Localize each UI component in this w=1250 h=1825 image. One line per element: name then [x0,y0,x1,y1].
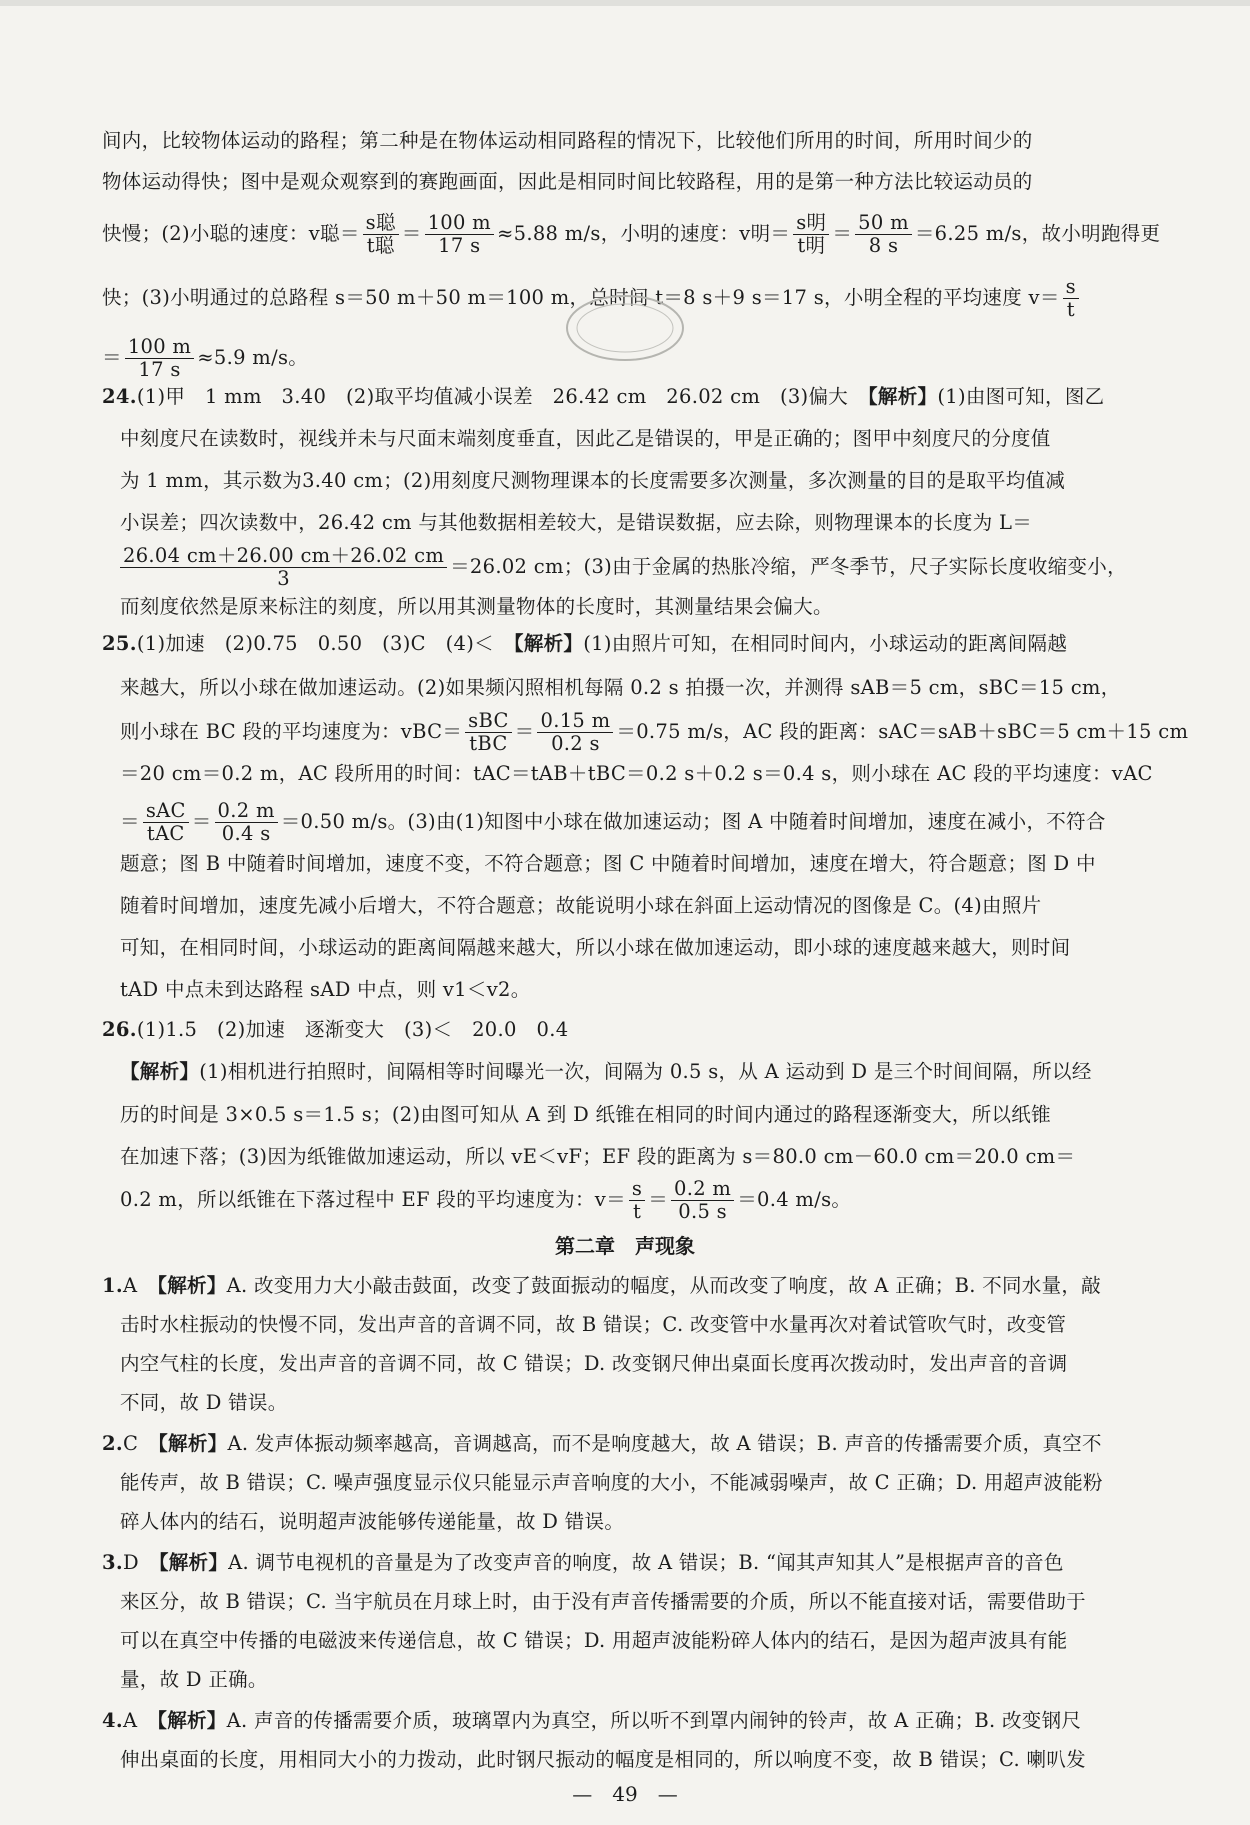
text-line: 击时水柱振动的快慢不同，发出声音的音调不同，故 B 错误；C. 改变管中水量再次对着试管吹气时，改变管 [120,1313,1067,1336]
text-line: tAD 中点未到达路程 sAD 中点，则 v1＜v2。 [120,978,531,1001]
text-line-with-fractions: 0.2 m，所以纸锥在下落过程中 EF 段的平均速度为：v＝ $\frac{s}{t}$ ＝ $\frac{0.2 m}{0.5 s}$ ＝0.4 m/s。 [120,1177,852,1223]
question-26: 26.(1)1.5 (2)加速 逐渐变大 (3)＜ 20.0 0.4 [102,1018,569,1041]
text-line-with-fractions: $\frac{26.04 cm+26.00 cm+26.02 cm}{3}$ ＝26.02 cm；(3)由于金属的热胀冷缩，严冬季节，尺子实际长度收缩变小， [120,545,1127,590]
question-25: 25.(1)加速 (2)0.75 0.50 (3)C (4)＜ 【解析】(1)由照片可知，在相同时间内，小球运动的距离间隔越 [102,632,1068,655]
text-line: 可知，在相同时间，小球运动的距离间隔越来越大，所以小球在做加速运动，即小球的速度越来越大，则时间 [120,936,1071,959]
text-line: 不同，故 D 错误。 [120,1391,288,1414]
text-line: 来越大，所以小球在做加速运动。(2)如果频闪照相机每隔 0.2 s 拍摄一次，并测得 sAB＝5 cm，sBC＝15 cm， [120,676,1121,699]
text-line: 内空气柱的长度，发出声音的音调不同，故 C 错误；D. 改变钢尺伸出桌面长度再次拨动时，发出声音的音调 [120,1352,1068,1375]
watermark-seal [560,288,690,368]
text-line-with-fractions: ＝ $\frac{\text{sAC}}{\text{tAC}}$ ＝ $\frac{0.2 m}{0.4 s}$ ＝0.50 m/s。(3)由(1)知图中小球在做加速运动；图 A 中随着时间增加，速度在减小，不符合 [120,799,1106,845]
text-line: 随着时间增加，速度先减小后增大，不符合题意；故能说明小球在斜面上运动情况的图像是 C。(4)由照片 [120,894,1042,917]
text-line: 题意；图 B 中随着时间增加，速度不变，不符合题意；图 C 中随着时间增加，速度在增大，符合题意；图 D 中 [120,852,1096,875]
text-line-with-fractions: 快慢；(2)小聪的速度：v聪＝ $\frac{\text{s聪}}{\text{t聪}}$ ＝ $\frac{100 m}{17 s}$ ≈5.88 m/s，小明的速度：v明＝ $\frac{\text{s明}}{\text{t明}}$ ＝ $\frac{50 m}{8 s}$ ＝6.25 m/s，故小明跑得更 [102,211,1161,257]
question-1: 1.A 【解析】A. 改变用力大小敲击鼓面，改变了鼓面振动的幅度，从而改变了响度，故 A 正确；B. 不同水量，敲 [102,1274,1101,1297]
question-4: 4.A 【解析】A. 声音的传播需要介质，玻璃罩内为真空，所以听不到罩内闹钟的铃声，故 A 正确；B. 改变钢尺 [102,1709,1082,1732]
text-line: 伸出桌面的长度，用相同大小的力拨动，此时钢尺振动的幅度是相同的，所以响度不变，故 B 错误；C. 喇叭发 [120,1748,1086,1771]
text-line-with-fractions: ＝ $\frac{100 m}{17 s}$ ≈5.9 m/s。 [102,335,309,381]
text-line: 而刻度依然是原来标注的刻度，所以用其测量物体的长度时，其测量结果会偏大。 [120,595,833,618]
text-line: 碎人体内的结石，说明超声波能够传递能量，故 D 错误。 [120,1510,625,1533]
text-line: 量，故 D 正确。 [120,1668,268,1691]
text-line: ＝20 cm＝0.2 m，AC 段所用的时间：tAC＝tAB＋tBC＝0.2 s＋0.2 s＝0.4 s，则小球在 AC 段的平均速度：vAC [120,762,1153,785]
text-line: 在加速下落；(3)因为纸锥做加速运动，所以 vE＜vF；EF 段的距离为 s＝80.0 cm－60.0 cm＝20.0 cm＝ [120,1145,1076,1168]
text-line: 能传声，故 B 错误；C. 噪声强度显示仪只能显示声音响度的大小，不能减弱噪声，故 C 正确；D. 用超声波能粉 [120,1471,1103,1494]
text-line: 来区分，故 B 错误；C. 当宇航员在月球上时，由于没有声音传播需要的介质，所以不能直接对话，需要借助于 [120,1590,1086,1613]
text-line: 为 1 mm，其示数为3.40 cm；(2)用刻度尺测物理课本的长度需要多次测量，多次测量的目的是取平均值减 [120,469,1066,492]
scan-top-edge [0,0,1250,6]
text-line-with-fractions: 则小球在 BC 段的平均速度为：vBC＝ $\frac{\text{sBC}}{\text{tBC}}$ ＝ $\frac{0.15 m}{0.2 s}$ ＝0.75 m/s，AC 段的距离：sAC＝sAB＋sBC＝5 cm＋15 cm [120,709,1189,755]
text-line: 物体运动得快；图中是观众观察到的赛跑画面，因此是相同时间比较路程，用的是第一种方法比较运动员的 [102,170,1033,193]
question-2: 2.C 【解析】A. 发声体振动频率越高，音调越高，而不是响度越大，故 A 错误；B. 声音的传播需要介质，真空不 [102,1432,1102,1455]
text-line: 间内，比较物体运动的路程；第二种是在物体运动相同路程的情况下，比较他们所用的时间，所用时间少的 [102,129,1033,152]
text-line: 中刻度尺在读数时，视线并未与尺面末端刻度垂直，因此乙是错误的，甲是正确的；图甲中刻度尺的分度值 [120,427,1051,450]
question-3: 3.D 【解析】A. 调节电视机的音量是为了改变声音的响度，故 A 错误；B. “闻其声知其人”是根据声音的音色 [102,1551,1064,1574]
text-line: 可以在真空中传播的电磁波来传递信息，故 C 错误；D. 用超声波能粉碎人体内的结石，是因为超声波具有能 [120,1629,1068,1652]
chapter-heading: 第二章 声现象 [555,1234,695,1258]
text-line-with-fractions: 快；(3)小明通过的总路程 s＝50 m＋50 m＝100 m，总时间 t＝8 s＋9 s＝17 s，小明全程的平均速度 v＝ $\frac{s}{t}$ [102,276,1082,321]
page-number: — 49 — [572,1782,678,1806]
text-line: 小误差；四次读数中，26.42 cm 与其他数据相差较大，是错误数据，应去除，则物理课本的长度为 L＝ [120,511,1033,534]
text-line: 历的时间是 3×0.5 s＝1.5 s；(2)由图可知从 A 到 D 纸锥在相同的时间内通过的路程逐渐变大，所以纸锥 [120,1103,1051,1126]
text-line: 【解析】(1)相机进行拍照时，间隔相等时间曝光一次，间隔为 0.5 s，从 A 运动到 D 是三个时间间隔，所以经 [120,1060,1092,1083]
question-24: 24.(1)甲 1 mm 3.40 (2)取平均值减小误差 26.42 cm 26.02 cm (3)偏大 【解析】(1)由图可知，图乙 [102,385,1105,408]
